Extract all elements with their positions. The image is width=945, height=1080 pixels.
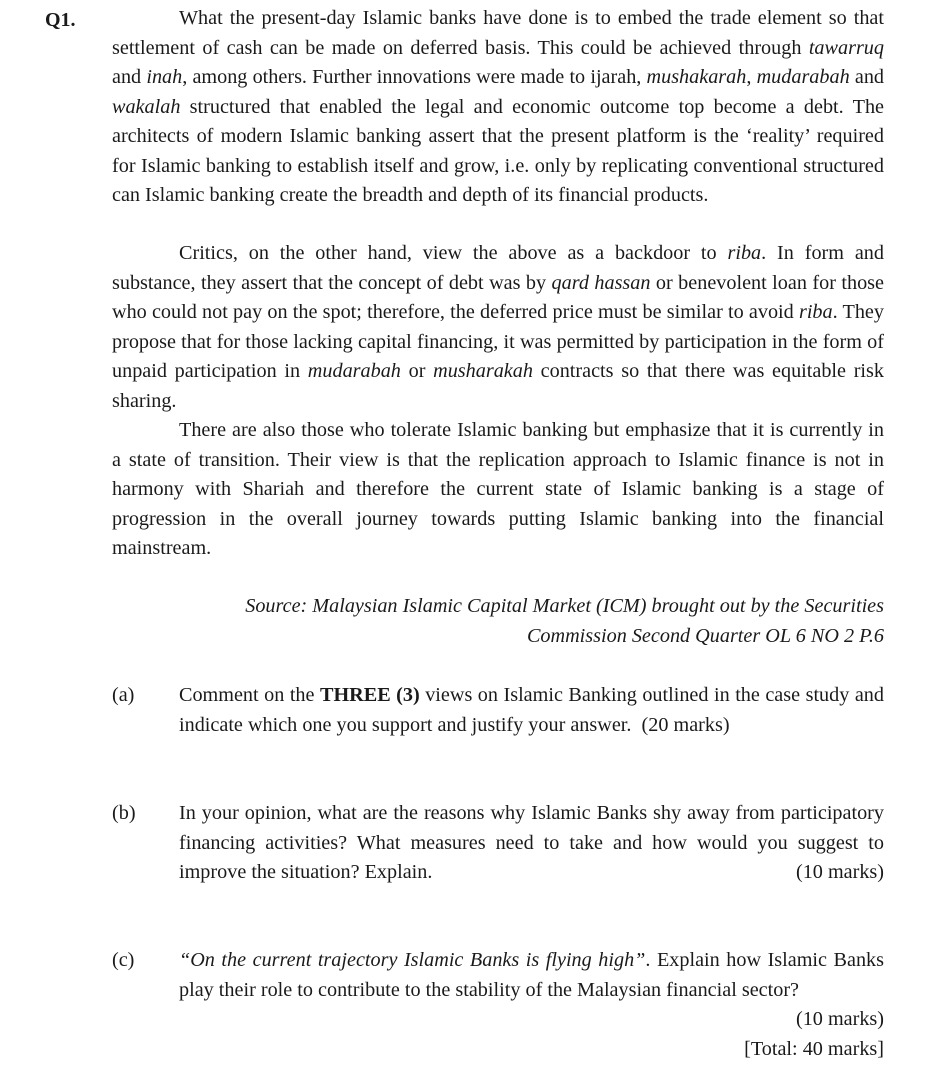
part-a-label: (a) (112, 684, 135, 706)
source-line-2: Commission Second Quarter OL 6 NO 2 P.6 (526, 624, 884, 647)
part-b-label: (b) (112, 802, 136, 824)
part-b-marks: (10 marks) (795, 861, 884, 883)
case-paragraph-1: What the present-day Islamic banks have done is to embed the trade element so that settlement of cash can be made on deferred basis. This could be achieved through tawarruq and inah, among others. Further innovations were made to ijarah, mushakarah, mudarabah and wakalah structured that enabled the legal and economic outcome top become a debt. The architects of modern Islamic banking assert that the present platform is the ‘reality’ required for Islamic banking to establish itself and grow, i.e. only by replicating conventional structured can Islamic banking create the breadth and depth of its financial products. (112, 7, 885, 206)
source-line-1: Source: Malaysian Islamic Capital Market (ICM) brought out by the Securities (245, 595, 884, 617)
question-part-c (112, 946, 884, 1030)
question-part-b (112, 799, 884, 888)
part-c-marks: (10 marks) (795, 1008, 884, 1030)
case-source (170, 592, 884, 651)
part-c-label: (c) (112, 949, 135, 971)
question-part-a (112, 681, 884, 740)
case-paragraph-2: Critics, on the other hand, view the above as a backdoor to riba. In form and substance, they assert that the concept of debt was by qard hassan or benevolent loan for those who could not pay on the spot; therefore, the deferred price must be similar to avoid riba. They propose that for those lacking capital financing, it was permitted by participation in the form of unpaid participation in mudarabah or musharakah contracts so that there was equitable risk sharing. (112, 242, 884, 412)
part-b-text: In your opinion, what are the reasons why Islamic Banks shy away from participatory financing activities? What measures need to take and how would you suggest to improve the situation? Explain. (179, 802, 884, 883)
part-a-marks: (20 marks) (641, 713, 730, 736)
part-a-text: Comment on the THREE (3) views on Islamic Banking outlined in the case study and indicate which one you support and justify your answer. (20 marks) (179, 684, 884, 736)
part-c-text: “On the current trajectory Islamic Banks is flying high”. Explain how Islamic Banks play their role to contribute to the stability of the Malaysian financial sector? (179, 949, 884, 1001)
question-number: Q1. (45, 9, 76, 31)
total-marks: [Total: 40 marks] (744, 1038, 884, 1060)
case-paragraph-3: There are also those who tolerate Islamic banking but emphasize that it is currently in a state of transition. Their view is that the replication approach to Islamic finance is not in harmony with Shariah and therefore the current state of Islamic banking is a stage of progression in the overall journey towards putting Islamic banking into the financial mainstream. (112, 419, 884, 559)
